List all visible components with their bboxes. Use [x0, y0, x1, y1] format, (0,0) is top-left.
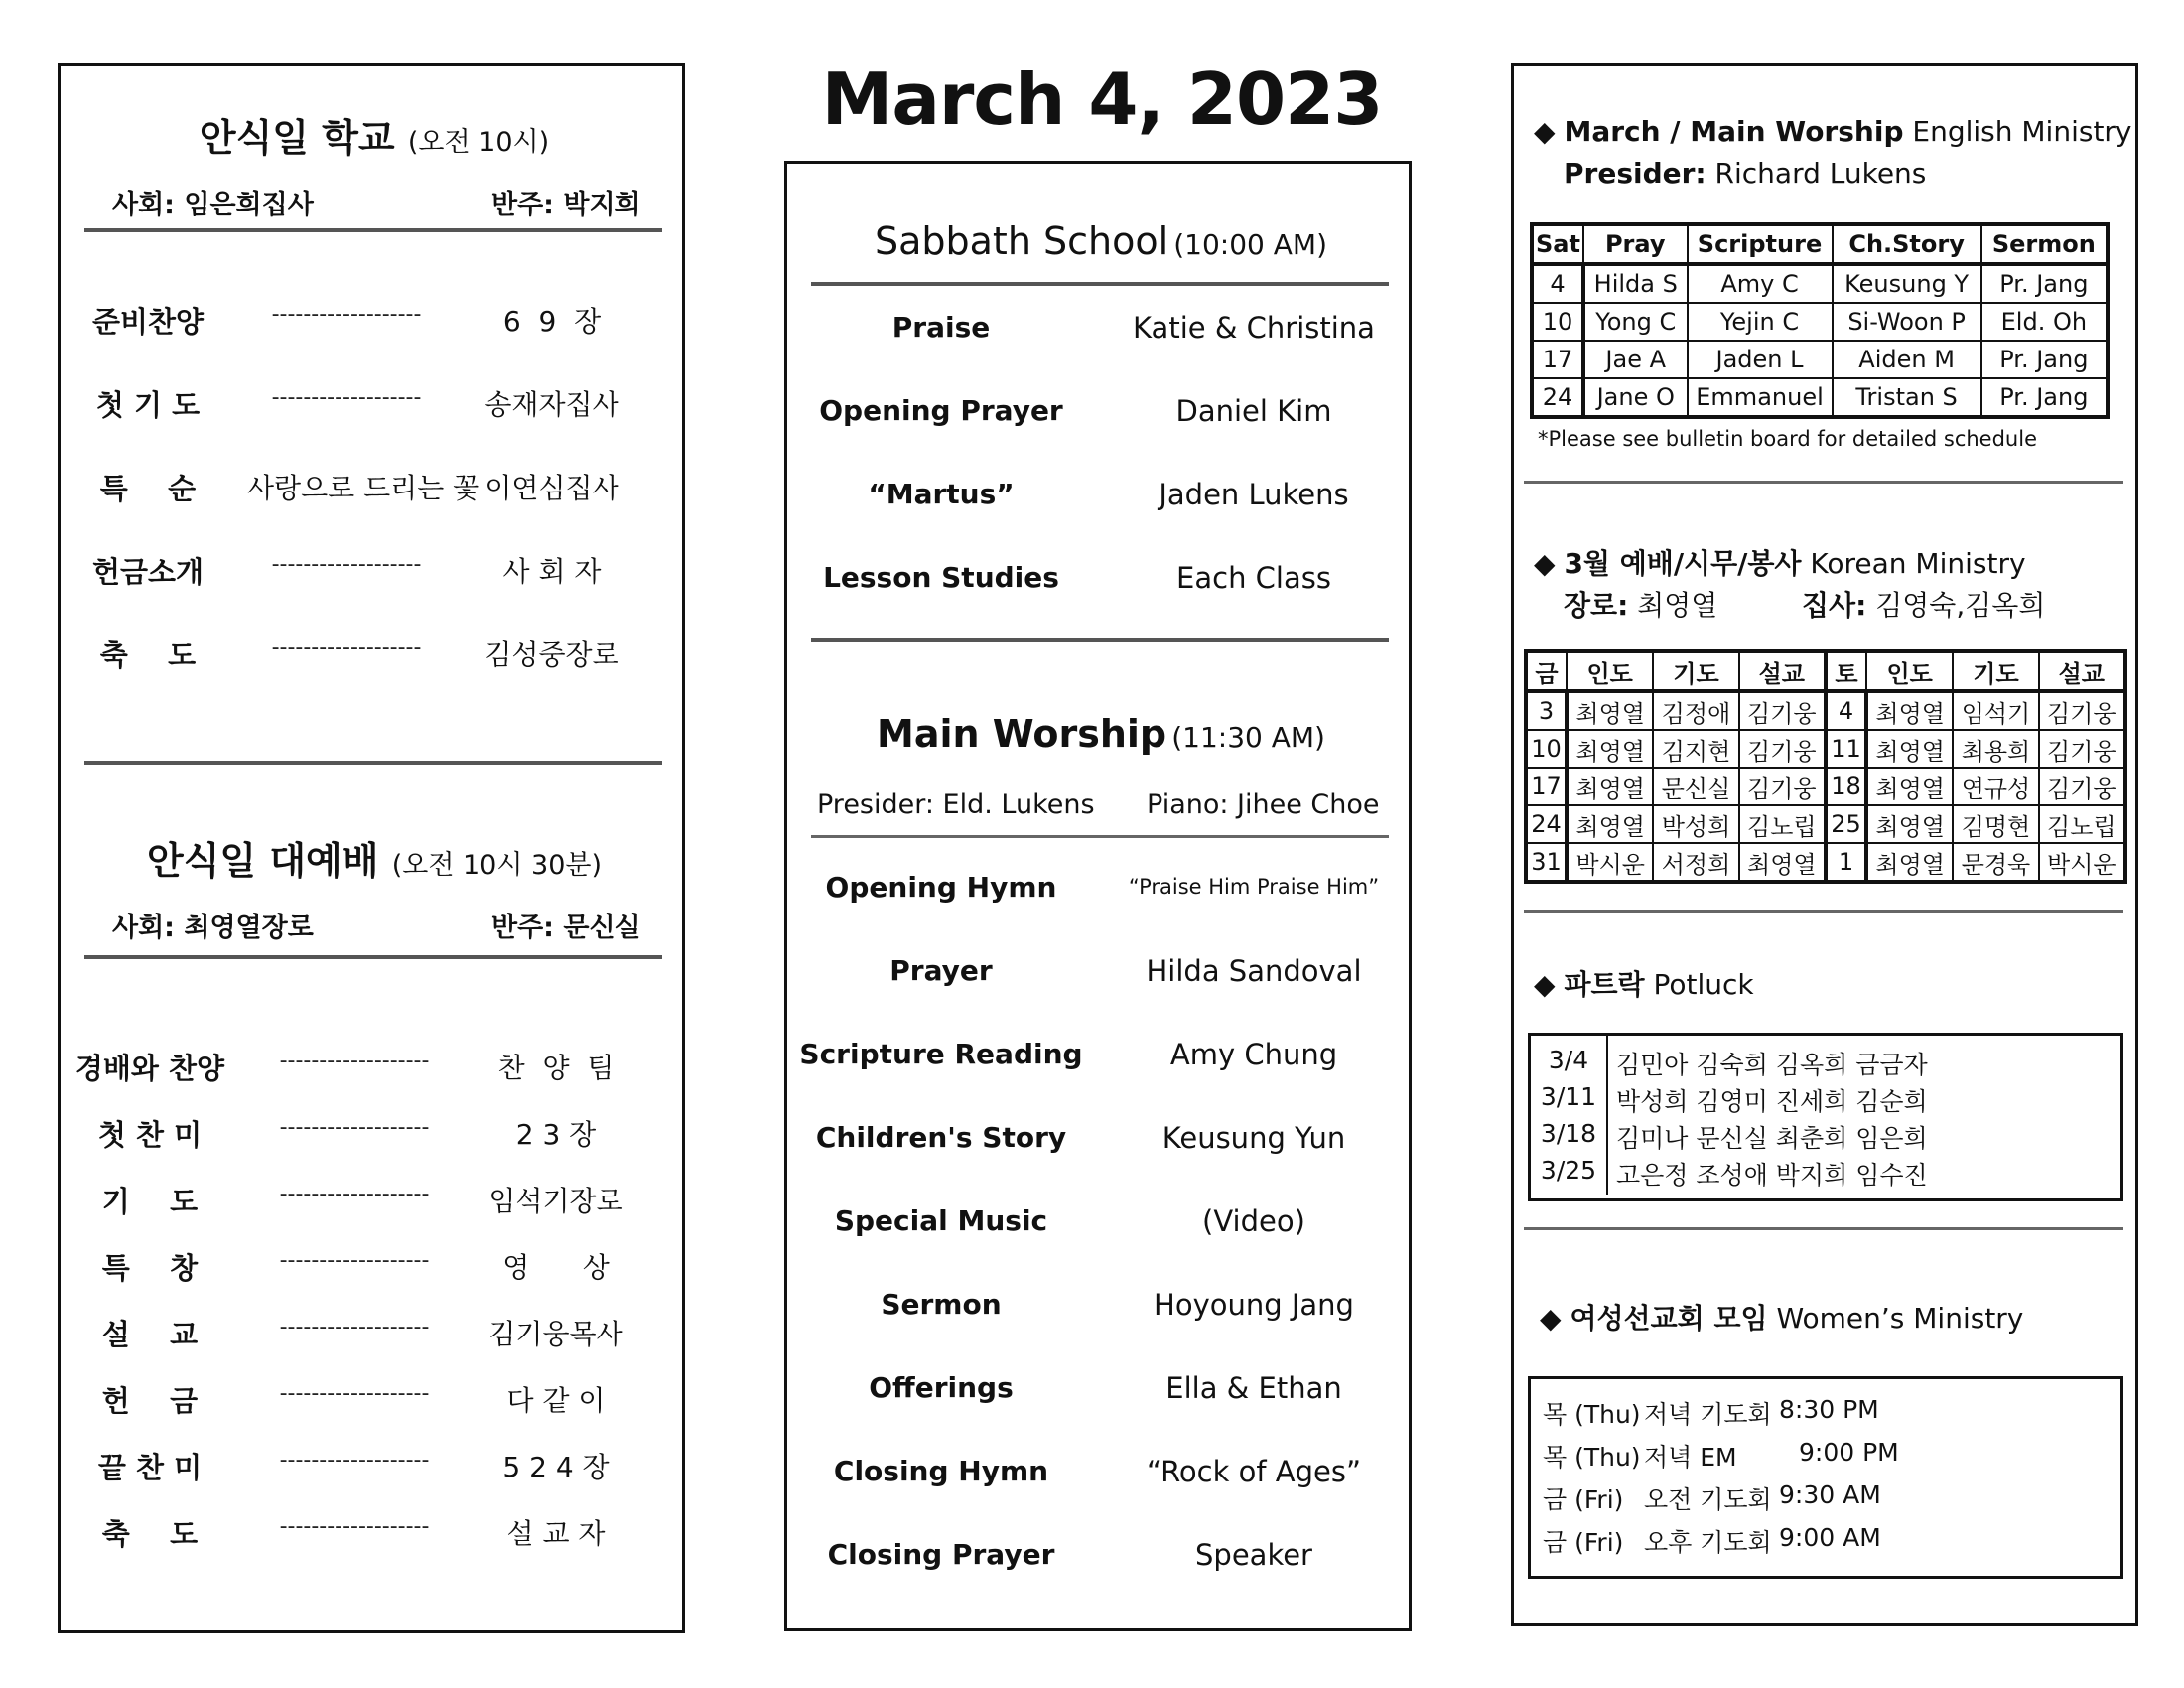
em-cell: Tristan S — [1833, 378, 1981, 417]
diamond-bullet-icon: ◆ — [1534, 115, 1556, 148]
km-cell: 박시운 — [1567, 843, 1653, 882]
mw-title-text: Main Worship — [877, 712, 1167, 756]
school-piano-label: 반주: — [491, 190, 554, 220]
em-cell: Jae A — [1583, 341, 1688, 378]
school-host-name: 임은희집사 — [184, 190, 314, 220]
km-cell: 31 — [1526, 843, 1567, 882]
km-cell: 최영열 — [1866, 805, 1953, 843]
program-item-person: 송재자집사 — [484, 388, 619, 421]
program-item-detail: ------------------- — [279, 1115, 430, 1140]
women-heading-bold: 여성선교회 모임 — [1570, 1302, 1768, 1335]
potluck-box — [1528, 1033, 2123, 1201]
program-item-detail: ------------------- — [279, 1514, 430, 1539]
program-item-label: Scripture Reading — [799, 1038, 1083, 1070]
women-event: 저녁 기도회 — [1644, 1400, 1772, 1429]
english-program-panel — [784, 161, 1412, 1631]
potluck-date: 3/18 — [1540, 1119, 1597, 1148]
km-cell: 문신실 — [1653, 768, 1738, 805]
program-item-name: 축 도 — [99, 638, 197, 672]
program-item-person: 김기웅목사 — [488, 1318, 623, 1350]
program-item-person: 6 9 장 — [502, 305, 602, 338]
program-item-name: 준비찬양 — [91, 305, 205, 339]
program-item-detail: ------------------- — [279, 1381, 430, 1406]
em-cell: Hilda S — [1583, 264, 1688, 303]
km-cell: 11 — [1826, 730, 1866, 768]
em-cell: Yong C — [1583, 303, 1688, 341]
km-cell: 최영열 — [1567, 730, 1653, 768]
km-cell: 김노립 — [2039, 805, 2125, 843]
program-item-person: “Rock of Ages” — [1146, 1455, 1362, 1488]
em-heading-rest: English Ministry — [1912, 115, 2132, 148]
program-item-label: Praise — [891, 311, 991, 344]
program-item-person: 임석기장로 — [488, 1185, 623, 1217]
program-item-person: Hoyoung Jang — [1154, 1288, 1354, 1322]
km-deacon — [1802, 584, 2045, 624]
program-item-label: Opening Prayer — [819, 394, 1063, 427]
km-elder — [1564, 584, 1717, 624]
km-cell: 김지현 — [1653, 730, 1738, 768]
km-cell: 최영열 — [1866, 768, 1953, 805]
km-cell: 연규성 — [1953, 768, 2038, 805]
program-item-name: 경배와 찬양 — [74, 1052, 225, 1085]
table-row — [1526, 691, 2125, 730]
program-item-detail: ------------------- — [279, 1049, 430, 1073]
em-cell: 17 — [1532, 341, 1583, 378]
em-presider — [1564, 157, 1926, 190]
worship-host-name: 최영열장로 — [184, 913, 314, 943]
table-row — [1526, 805, 2125, 843]
em-schedule-table — [1530, 222, 2110, 419]
diamond-bullet-icon: ◆ — [1534, 547, 1556, 580]
km-deacon-name: 김영숙,김옥희 — [1875, 589, 2046, 622]
panel-divider — [84, 761, 662, 765]
school-piano-name: 박지희 — [563, 190, 641, 220]
em-cell: Yejin C — [1688, 303, 1833, 341]
km-schedule-table — [1524, 649, 2127, 884]
program-item-name: 끝 찬 미 — [97, 1451, 203, 1484]
km-cell: 1 — [1826, 843, 1866, 882]
women-heading — [1540, 1297, 2023, 1336]
potluck-date: 3/25 — [1540, 1156, 1597, 1185]
em-divider — [1524, 481, 2123, 484]
bulletin-date: March 4, 2023 — [821, 58, 1383, 141]
km-cell: 김기웅 — [1739, 691, 1826, 730]
program-item-detail: ------------------- — [271, 385, 422, 410]
program-item-person: Each Class — [1176, 561, 1331, 595]
women-box — [1528, 1376, 2123, 1579]
program-item-person: 김성중장로 — [484, 638, 619, 671]
program-item-label: Children's Story — [815, 1121, 1067, 1154]
program-item-detail: ------------------- — [271, 552, 422, 577]
program-item-label: Closing Hymn — [833, 1455, 1049, 1487]
em-heading — [1534, 115, 2132, 148]
program-item-label: “Martus” — [868, 478, 1015, 510]
km-cell: 24 — [1526, 805, 1567, 843]
potluck-date-col-line — [1606, 1036, 1608, 1195]
em-col-header: Sermon — [1981, 224, 2108, 264]
program-item-label: Closing Prayer — [827, 1538, 1055, 1571]
worship-piano-label: 반주: — [491, 913, 554, 943]
km-col-header: 설교 — [1739, 651, 1826, 691]
em-cell: Pr. Jang — [1981, 378, 2108, 417]
program-item-person: Amy Chung — [1169, 1038, 1338, 1071]
worship-title — [61, 830, 688, 885]
program-item-person: 사 회 자 — [502, 555, 602, 588]
school-time: (오전 10시) — [407, 127, 550, 158]
worship-divider — [84, 955, 662, 959]
ss-title-text: Sabbath School — [874, 219, 1169, 263]
em-note: *Please see bulletin board for detailed schedule — [1538, 427, 2037, 451]
mw-piano: Piano: Jihee Choe — [1147, 789, 1380, 820]
program-item-person: 영 상 — [502, 1251, 610, 1284]
km-cell: 4 — [1826, 691, 1866, 730]
km-col-header: 금 — [1526, 651, 1567, 691]
km-cell: 박시운 — [2039, 843, 2125, 882]
km-elder-label: 장로: — [1564, 589, 1629, 622]
women-day: 금 (Fri) — [1543, 1485, 1624, 1514]
school-host — [112, 183, 314, 221]
km-cell: 18 — [1826, 768, 1866, 805]
em-col-header: Scripture — [1688, 224, 1833, 264]
km-cell: 문경욱 — [1953, 843, 2038, 882]
km-col-header: 인도 — [1567, 651, 1653, 691]
em-presider-name: Richard Lukens — [1714, 157, 1927, 190]
km-cell: 김기웅 — [1739, 730, 1826, 768]
program-item-name: 설 교 — [101, 1318, 199, 1351]
km-cell: 최영열 — [1567, 691, 1653, 730]
table-row — [1526, 730, 2125, 768]
program-item-name: 축 도 — [101, 1517, 199, 1551]
km-cell: 김기웅 — [2039, 730, 2125, 768]
km-cell: 최영열 — [1567, 805, 1653, 843]
km-cell: 최영열 — [1739, 843, 1826, 882]
table-row — [1532, 303, 2108, 341]
km-cell: 최영열 — [1866, 691, 1953, 730]
km-cell: 3 — [1526, 691, 1567, 730]
program-item-label: Opening Hymn — [825, 871, 1057, 904]
program-item-detail: ------------------- — [279, 1248, 430, 1273]
program-item-person: “Praise Him Praise Him” — [1128, 875, 1380, 899]
korean-program-panel — [58, 63, 685, 1633]
mw-time: (11:30 AM) — [1171, 721, 1325, 754]
em-cell: Eld. Oh — [1981, 303, 2108, 341]
program-item-detail: ------------------- — [271, 302, 422, 327]
program-item-person: Speaker — [1195, 1538, 1312, 1572]
km-deacon-label: 집사: — [1802, 589, 1867, 622]
program-item-person: 다 같 이 — [506, 1384, 606, 1417]
km-col-header: 설교 — [2039, 651, 2125, 691]
potluck-names: 김민아 김숙희 김옥희 금금자 — [1616, 1051, 1928, 1079]
worship-piano-name: 문신실 — [563, 913, 641, 943]
program-item-person: 이연심집사 — [484, 472, 619, 504]
table-row — [1532, 341, 2108, 378]
km-heading — [1534, 542, 2026, 582]
women-day: 목 (Thu) — [1543, 1400, 1641, 1429]
diamond-bullet-icon: ◆ — [1534, 968, 1556, 1001]
em-cell: 4 — [1532, 264, 1583, 303]
em-cell: Jane O — [1583, 378, 1688, 417]
ss-end-divider — [811, 638, 1389, 642]
km-cell: 최용희 — [1953, 730, 2038, 768]
km-elder-name: 최영열 — [1637, 589, 1718, 622]
program-item-label: Special Music — [834, 1204, 1048, 1237]
mw-divider — [811, 835, 1389, 838]
women-event: 저녁 EM — [1644, 1443, 1737, 1472]
ministry-panel — [1511, 63, 2138, 1626]
ss-title — [787, 219, 1415, 263]
school-divider — [84, 228, 662, 232]
program-item-person: Hilda Sandoval — [1146, 954, 1362, 988]
program-item-name: 기 도 — [101, 1185, 199, 1218]
km-cell: 김노립 — [1739, 805, 1826, 843]
potluck-divider — [1524, 1227, 2123, 1230]
table-row — [1532, 264, 2108, 303]
em-col-header: Sat — [1532, 224, 1583, 264]
school-host-label: 사회: — [112, 190, 175, 220]
program-item-detail: ------------------- — [271, 635, 422, 660]
km-cell: 10 — [1526, 730, 1567, 768]
km-cell: 김기웅 — [2039, 768, 2125, 805]
program-item-person: Daniel Kim — [1175, 394, 1332, 428]
em-presider-label: Presider: — [1564, 157, 1706, 190]
program-item-person: 찬 양 팀 — [497, 1052, 614, 1084]
em-cell: Pr. Jang — [1981, 341, 2108, 378]
em-cell: Emmanuel — [1688, 378, 1833, 417]
em-cell: Aiden M — [1833, 341, 1981, 378]
km-col-header: 기도 — [1953, 651, 2038, 691]
ss-divider — [811, 282, 1389, 286]
km-cell: 김정애 — [1653, 691, 1738, 730]
diamond-bullet-icon: ◆ — [1540, 1302, 1562, 1335]
women-day: 금 (Fri) — [1543, 1528, 1624, 1557]
program-item-detail: ------------------- — [279, 1182, 430, 1206]
program-item-person: 5 2 4 장 — [502, 1451, 610, 1483]
table-row — [1532, 378, 2108, 417]
women-time: 9:30 AM — [1779, 1480, 1881, 1509]
women-time: 8:30 PM — [1779, 1395, 1879, 1424]
potluck-names: 고은정 조성애 박지희 임수진 — [1616, 1161, 1928, 1190]
km-cell: 최영열 — [1567, 768, 1653, 805]
program-item-person: Katie & Christina — [1133, 311, 1375, 345]
km-cell: 서정희 — [1653, 843, 1738, 882]
program-item-name: 특 순 — [99, 472, 197, 505]
potluck-heading — [1534, 963, 1754, 1003]
program-item-detail: ------------------- — [279, 1448, 430, 1473]
km-cell: 김기웅 — [1739, 768, 1826, 805]
em-cell: Jaden L — [1688, 341, 1833, 378]
km-cell: 임석기 — [1953, 691, 2038, 730]
worship-time: (오전 10시 30분) — [391, 850, 602, 881]
em-heading-bold: March / Main Worship — [1564, 115, 1904, 148]
program-item-label: Prayer — [889, 954, 993, 987]
em-cell: Si-Woon P — [1833, 303, 1981, 341]
km-cell: 25 — [1826, 805, 1866, 843]
women-heading-rest: Women’s Ministry — [1776, 1302, 2024, 1335]
program-item-person: Keusung Yun — [1161, 1121, 1346, 1155]
program-item-person: 설 교 자 — [506, 1517, 606, 1550]
worship-host — [112, 906, 314, 944]
program-item-name: 첫 찬 미 — [97, 1118, 203, 1152]
potluck-date: 3/4 — [1548, 1046, 1589, 1074]
km-cell: 17 — [1526, 768, 1567, 805]
table-row — [1526, 843, 2125, 882]
potluck-names: 박성희 김영미 진세희 김순희 — [1616, 1087, 1928, 1116]
program-item-name: 특 창 — [101, 1251, 199, 1285]
km-cell: 박성희 — [1653, 805, 1738, 843]
km-cell: 최영열 — [1866, 843, 1953, 882]
program-item-detail: 사랑으로 드리는 꽃 — [247, 472, 480, 504]
em-cell: Amy C — [1688, 264, 1833, 303]
worship-piano — [491, 906, 641, 944]
km-col-header: 토 — [1826, 651, 1866, 691]
program-item-person: Jaden Lukens — [1159, 478, 1349, 511]
program-item-name: 헌금소개 — [91, 555, 205, 589]
km-col-header: 기도 — [1653, 651, 1738, 691]
school-title — [61, 107, 688, 162]
program-item-person: (Video) — [1202, 1204, 1305, 1238]
em-col-header: Ch.Story — [1833, 224, 1981, 264]
em-cell: 10 — [1532, 303, 1583, 341]
women-event: 오후 기도회 — [1644, 1528, 1772, 1557]
km-divider — [1524, 910, 2123, 913]
em-cell: Keusung Y — [1833, 264, 1981, 303]
mw-presider: Presider: Eld. Lukens — [817, 789, 1095, 820]
program-item-label: Offerings — [869, 1371, 1014, 1404]
program-item-person: Ella & Ethan — [1165, 1371, 1342, 1405]
em-cell: 24 — [1532, 378, 1583, 417]
km-heading-rest: Korean Ministry — [1810, 547, 2026, 580]
mw-title — [787, 712, 1415, 756]
km-cell: 최영열 — [1866, 730, 1953, 768]
women-time: 9:00 PM — [1799, 1438, 1899, 1467]
potluck-heading-bold: 파트락 — [1564, 968, 1645, 1001]
potluck-date: 3/11 — [1540, 1082, 1597, 1111]
women-time: 9:00 AM — [1779, 1523, 1881, 1552]
km-cell: 김명현 — [1953, 805, 2038, 843]
km-cell: 김기웅 — [2039, 691, 2125, 730]
table-row — [1526, 768, 2125, 805]
potluck-heading-rest: Potluck — [1653, 968, 1754, 1001]
school-piano — [491, 183, 641, 221]
program-item-name: 첫 기 도 — [95, 388, 201, 422]
worship-host-label: 사회: — [112, 913, 175, 943]
em-col-header: Pray — [1583, 224, 1688, 264]
program-item-label: Sermon — [881, 1288, 1002, 1321]
program-item-label: Lesson Studies — [823, 561, 1059, 594]
potluck-names: 김미나 문신실 최춘희 임은희 — [1616, 1124, 1928, 1153]
ss-time: (10:00 AM) — [1173, 228, 1327, 261]
women-event: 오전 기도회 — [1644, 1485, 1772, 1514]
km-col-header: 인도 — [1866, 651, 1953, 691]
em-cell: Pr. Jang — [1981, 264, 2108, 303]
school-title-text: 안식일 학교 — [199, 116, 395, 160]
program-item-person: 2 3 장 — [515, 1118, 597, 1151]
worship-title-text: 안식일 대예배 — [147, 839, 379, 883]
women-day: 목 (Thu) — [1543, 1443, 1641, 1472]
km-heading-bold: 3월 예배/시무/봉사 — [1564, 547, 1802, 580]
program-item-name: 헌 금 — [101, 1384, 199, 1418]
program-item-detail: ------------------- — [279, 1315, 430, 1339]
